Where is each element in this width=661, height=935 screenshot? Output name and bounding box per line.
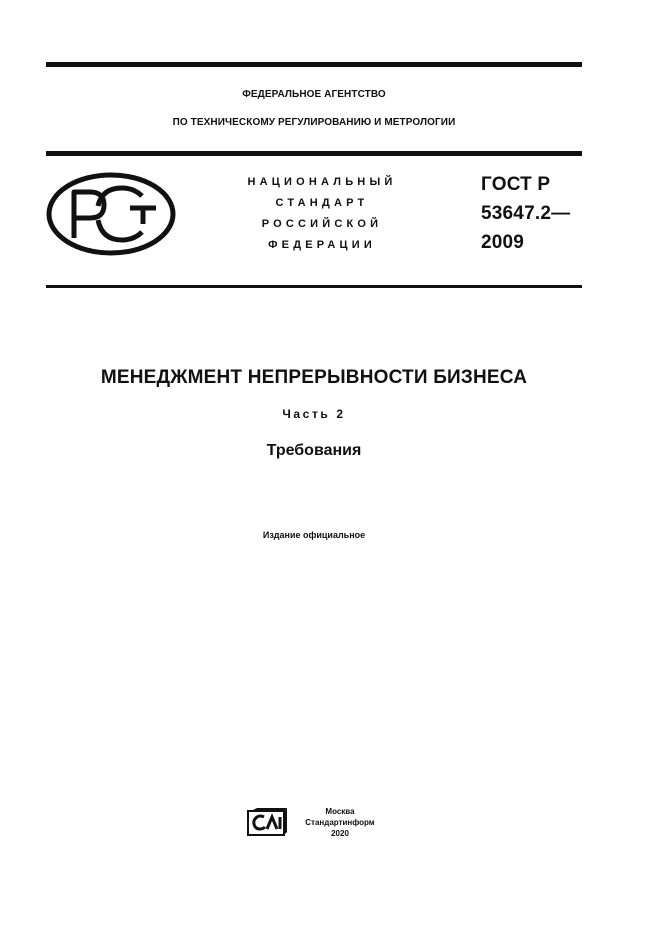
standard-type-line-1: НАЦИОНАЛЬНЫЙ	[247, 176, 397, 188]
designation-line-1: ГОСТ Р	[481, 174, 551, 195]
middle-rule	[46, 151, 582, 156]
standard-type-block	[226, 172, 418, 256]
edition-note: Издание официальное	[262, 530, 366, 540]
document-subtitle: Требования	[266, 442, 362, 459]
top-rule	[46, 62, 582, 67]
standard-type-line-3: РОССИЙСКОЙ	[261, 218, 383, 230]
publisher-city: Москва	[325, 807, 355, 816]
standard-type-line-2: СТАНДАРТ	[275, 197, 369, 209]
document-title: МЕНЕДЖМЕНТ НЕПРЕРЫВНОСТИ БИЗНЕСА	[100, 367, 528, 388]
gost-r-certification-mark-icon	[46, 172, 176, 256]
document-part: Часть 2	[282, 407, 346, 421]
designation-line-3: 2009	[481, 232, 525, 253]
standartinform-logo-icon	[247, 808, 287, 837]
publisher-year: 2020	[331, 829, 349, 838]
agency-name-line-2: ПО ТЕХНИЧЕСКОМУ РЕГУЛИРОВАНИЮ И МЕТРОЛОГИИ	[172, 117, 456, 128]
standard-type-line-4: ФЕДЕРАЦИИ	[268, 239, 376, 251]
publisher-block	[300, 806, 380, 839]
designation-line-2: 53647.2—	[481, 203, 571, 224]
publisher-name: Стандартинформ	[305, 818, 375, 827]
standard-designation	[481, 170, 570, 257]
bottom-rule	[46, 285, 582, 288]
agency-name-line-1: ФЕДЕРАЛЬНОЕ АГЕНТСТВО	[242, 89, 386, 100]
